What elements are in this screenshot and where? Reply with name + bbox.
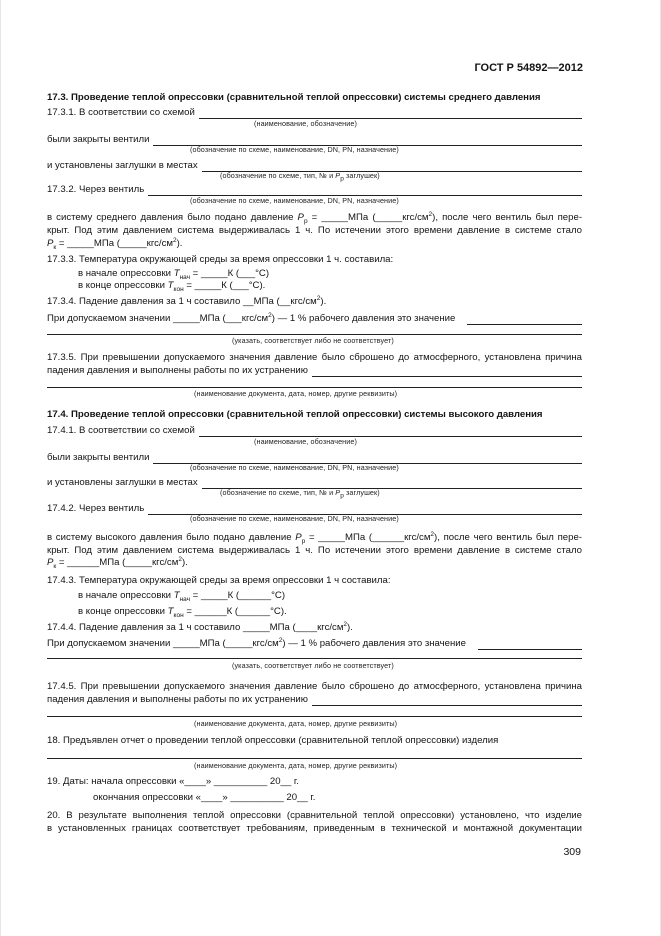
row-17-4-exceed (47, 694, 582, 706)
pressure-line-2: крыт. Под этим давлением система выдерживалась 1 ч. По истечении этого времени давление в системе стало (47, 545, 582, 556)
dates-end: окончания опрессовки «____» __________ 20__ г. (93, 792, 316, 803)
label-plugs: и установлены заглушки в местах (47, 160, 198, 171)
caption-plugs: (обозначение по схеме, тип, № и $P_р$ заглушек) (220, 171, 380, 183)
allow-line[interactable] (47, 334, 582, 335)
exceed-field[interactable] (312, 696, 582, 706)
section-18-text: 18. Предъявлен отчет о проведении теплой опрессовки (сравнительной теплой опрессовки) изделия (47, 735, 499, 746)
label-plugs: и установлены заглушки в местах (47, 477, 198, 488)
row-17-4-allow (47, 638, 582, 650)
standard-header: ГОСТ Р 54892—2012 (474, 62, 583, 74)
allow-line[interactable] (47, 658, 582, 659)
row-17-3-exceed (47, 365, 582, 377)
pressure-drop: 17.3.4. Падение давления за 1 ч составило __МПа $(\_\_кгс/см^2)$. (47, 294, 327, 307)
pressure-line-2: крыт. Под этим давлением система выдерживалась 1 ч. По истечении этого времени давление в системе стало (47, 225, 582, 236)
result-line-1: 20. В результате выполнения теплой опрессовки (сравнительной теплой опрессовки) установлено, что изделие (47, 810, 582, 821)
caption-allow: (указать, соответствует либо не соответствует) (232, 336, 394, 345)
plugs-field[interactable] (202, 479, 582, 489)
row-17-3-2 (47, 184, 582, 196)
exceed-line-1: 17.3.5. При превышении допускаемого значения давление было сброшено до атмосферного, установлена причина (47, 352, 582, 363)
valve-field[interactable] (148, 186, 582, 196)
dates-start: 19. Даты: начала опрессовки «____» __________ 20__ г. (47, 776, 299, 787)
label-allow: При допускаемом значении _____МПа $(\_\_\_кгс/см^2)$ — 1 % рабочего давления это значение (47, 311, 456, 324)
caption-plugs: (обозначение по схеме, тип, № и $P_р$ заглушек) (220, 488, 380, 500)
caption-valve: (обозначение по схеме, наименование, DN, PN, назначение) (190, 196, 399, 205)
exceed-line-1: 17.4.5. При превышении допускаемого значения давление было сброшено до атмосферного, установлена причина (47, 681, 582, 692)
temp-start: в начале опрессовки $T_{нач}$ = _____К (______°С) (78, 590, 286, 603)
scheme-field[interactable] (199, 109, 582, 119)
pressure-line-1: в систему высокого давления было подано давление $P_р$ = _____МПа $(\_\_\_\_\_\_кгс/см^2)$, после чего вентиль был пере- (47, 530, 582, 545)
caption-valve: (обозначение по схеме, наименование, DN, PN, назначение) (190, 514, 399, 523)
temperature-line: 17.3.3. Температура окружающей среды за время опрессовки 1 ч. составила: (47, 254, 394, 265)
row-17-3-allow (47, 313, 582, 325)
allow-field[interactable] (478, 640, 582, 650)
exceed-line[interactable] (47, 716, 582, 717)
valves-field[interactable] (153, 454, 582, 464)
exceed-field[interactable] (312, 367, 582, 377)
row-17-4-valves (47, 452, 582, 464)
pressure-line-3: $P_к$ = ______МПа $(\_\_\_\_\_кгс/см^2)$. (47, 555, 188, 570)
label-valves: были закрыты вентили (47, 452, 150, 463)
exceed-line[interactable] (47, 387, 582, 388)
label-valves: были закрыты вентили (47, 134, 150, 145)
temp-end: в конце опрессовки $T_{кон}$ = ______К (______°С). (78, 606, 287, 619)
temp-end: в конце опрессовки $T_{кон}$ = _____К (___°С). (78, 280, 266, 293)
caption-doc: (наименование документа, дата, номер, другие реквизиты) (194, 389, 398, 398)
result-line-2: в установленных границах соответствует требованиям, приведенным в технической и монтажной документации (47, 823, 582, 834)
section-17-4-title: 17.4. Проведение теплой опрессовки (сравнительной теплой опрессовки) системы высокого давления (47, 409, 543, 420)
pressure-line-3: $P_к$ = _____МПа $(\_\_\_\_\_кгс/см^2)$. (47, 236, 183, 251)
label-valve: 17.3.2. Через вентиль (47, 184, 145, 195)
row-17-4-plugs (47, 477, 582, 489)
temperature-line: 17.4.3. Температура окружающей среды за время опрессовки 1 ч составила: (47, 575, 391, 586)
caption-allow: (указать, соответствует либо не соответствует) (232, 661, 394, 670)
row-17-3-plugs (47, 160, 582, 172)
caption-valves: (обозначение по схеме, наименование, DN, PN, назначение) (190, 463, 399, 472)
report-line[interactable] (47, 758, 582, 759)
pressure-drop: 17.4.4. Падение давления за 1 ч составило _____МПа $(\_\_\_\_кгс/см^2)$. (47, 620, 353, 633)
page-number: 309 (563, 846, 581, 858)
row-17-4-2 (47, 503, 582, 515)
row-17-3-valves (47, 134, 582, 146)
pressure-line-1: в систему среднего давления было подано давление $P_р$ = _____МПа $(\_\_\_\_\_кгс/см^2)$, после чего вентиль был пере- (47, 210, 583, 225)
plugs-field[interactable] (202, 162, 582, 172)
row-17-4-1 (47, 425, 582, 437)
caption-report: (наименование документа, дата, номер, другие реквизиты) (194, 761, 398, 770)
label-scheme: 17.3.1. В соответствии со схемой (47, 107, 195, 118)
label-exceed: падения давления и выполнены работы по их устранению (47, 365, 308, 376)
label-exceed: падения давления и выполнены работы по их устранению (47, 694, 308, 705)
label-valve: 17.4.2. Через вентиль (47, 503, 145, 514)
caption-valves: (обозначение по схеме, наименование, DN, PN, назначение) (190, 145, 399, 154)
scheme-field[interactable] (199, 427, 582, 437)
allow-field[interactable] (467, 315, 582, 325)
caption-scheme: (наименование, обозначение) (254, 437, 357, 446)
valve-field[interactable] (148, 505, 582, 515)
label-allow: При допускаемом значении _____МПа $(\_\_\_\_\_кгс/см^2)$ — 1 % рабочего давления это значение (47, 636, 467, 649)
caption-scheme: (наименование, обозначение) (254, 119, 357, 128)
label-scheme: 17.4.1. В соответствии со схемой (47, 425, 195, 436)
temp-start: в начале опрессовки $T_{нач}$ = _____К (___°С) (78, 268, 270, 281)
caption-doc: (наименование документа, дата, номер, другие реквизиты) (194, 719, 398, 728)
row-17-3-1 (47, 107, 582, 119)
valves-field[interactable] (153, 136, 582, 146)
section-17-3-title: 17.3. Проведение теплой опрессовки (сравнительной теплой опрессовки) системы среднего давления (47, 92, 541, 103)
